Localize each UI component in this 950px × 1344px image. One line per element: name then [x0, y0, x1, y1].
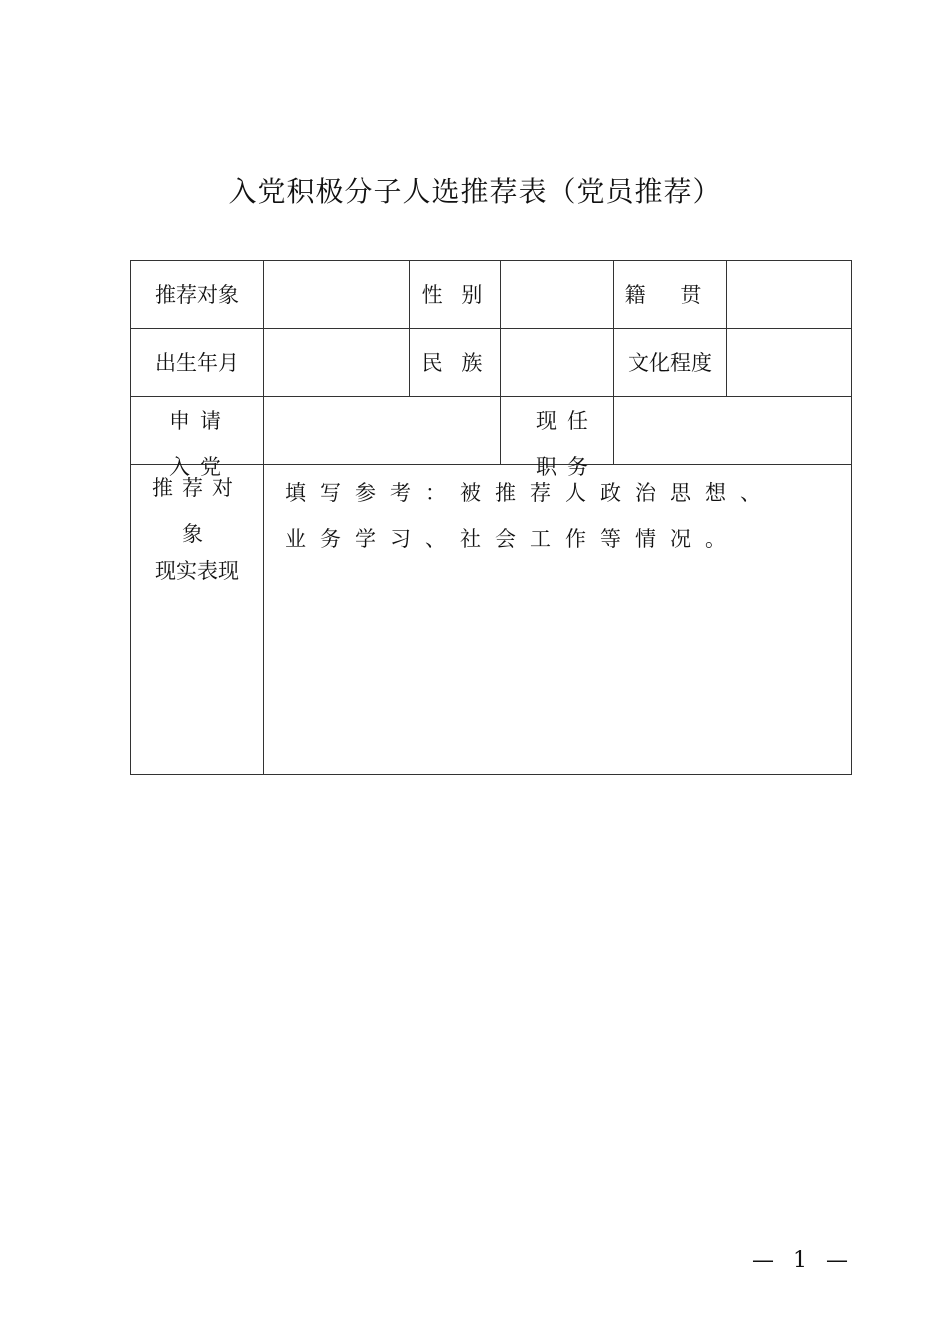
- document-title: 入党积极分子人选推荐表（党员推荐）: [228, 175, 722, 208]
- label-current-position: 现任职务: [536, 409, 598, 479]
- label-actual-performance-line2: 现实表现: [155, 559, 239, 583]
- table-border-right: [851, 260, 852, 775]
- label-application-date: 申请入党: [169, 409, 231, 479]
- label-birth-date: 出生年月: [155, 351, 239, 375]
- label-ethnicity: 民 族: [421, 351, 489, 375]
- field-recommended-person[interactable]: [264, 260, 409, 328]
- recommendation-form: [130, 260, 852, 775]
- field-current-position[interactable]: [614, 396, 851, 464]
- table-border-bottom: [130, 774, 852, 775]
- label-native-place: 籍 贯: [624, 283, 716, 307]
- page-number: — 1 —: [752, 1248, 854, 1273]
- field-native-place[interactable]: [727, 260, 851, 328]
- label-actual-performance: [130, 465, 264, 585]
- label-education-level: 文化程度: [628, 351, 712, 375]
- label-recommended-person: 推荐对象: [155, 283, 239, 307]
- field-education-level[interactable]: [727, 328, 851, 396]
- label-actual-performance-line1: 推荐对象: [152, 476, 242, 546]
- field-gender[interactable]: [501, 260, 613, 328]
- label-gender: 性 别: [421, 283, 489, 307]
- field-birth-date[interactable]: [264, 328, 409, 396]
- field-ethnicity[interactable]: [501, 328, 613, 396]
- reference-guidance-text[interactable]: 填写参考：被推荐人政治思想、业务学习、社会工作等情况。: [285, 481, 775, 551]
- field-application-date[interactable]: [264, 396, 500, 464]
